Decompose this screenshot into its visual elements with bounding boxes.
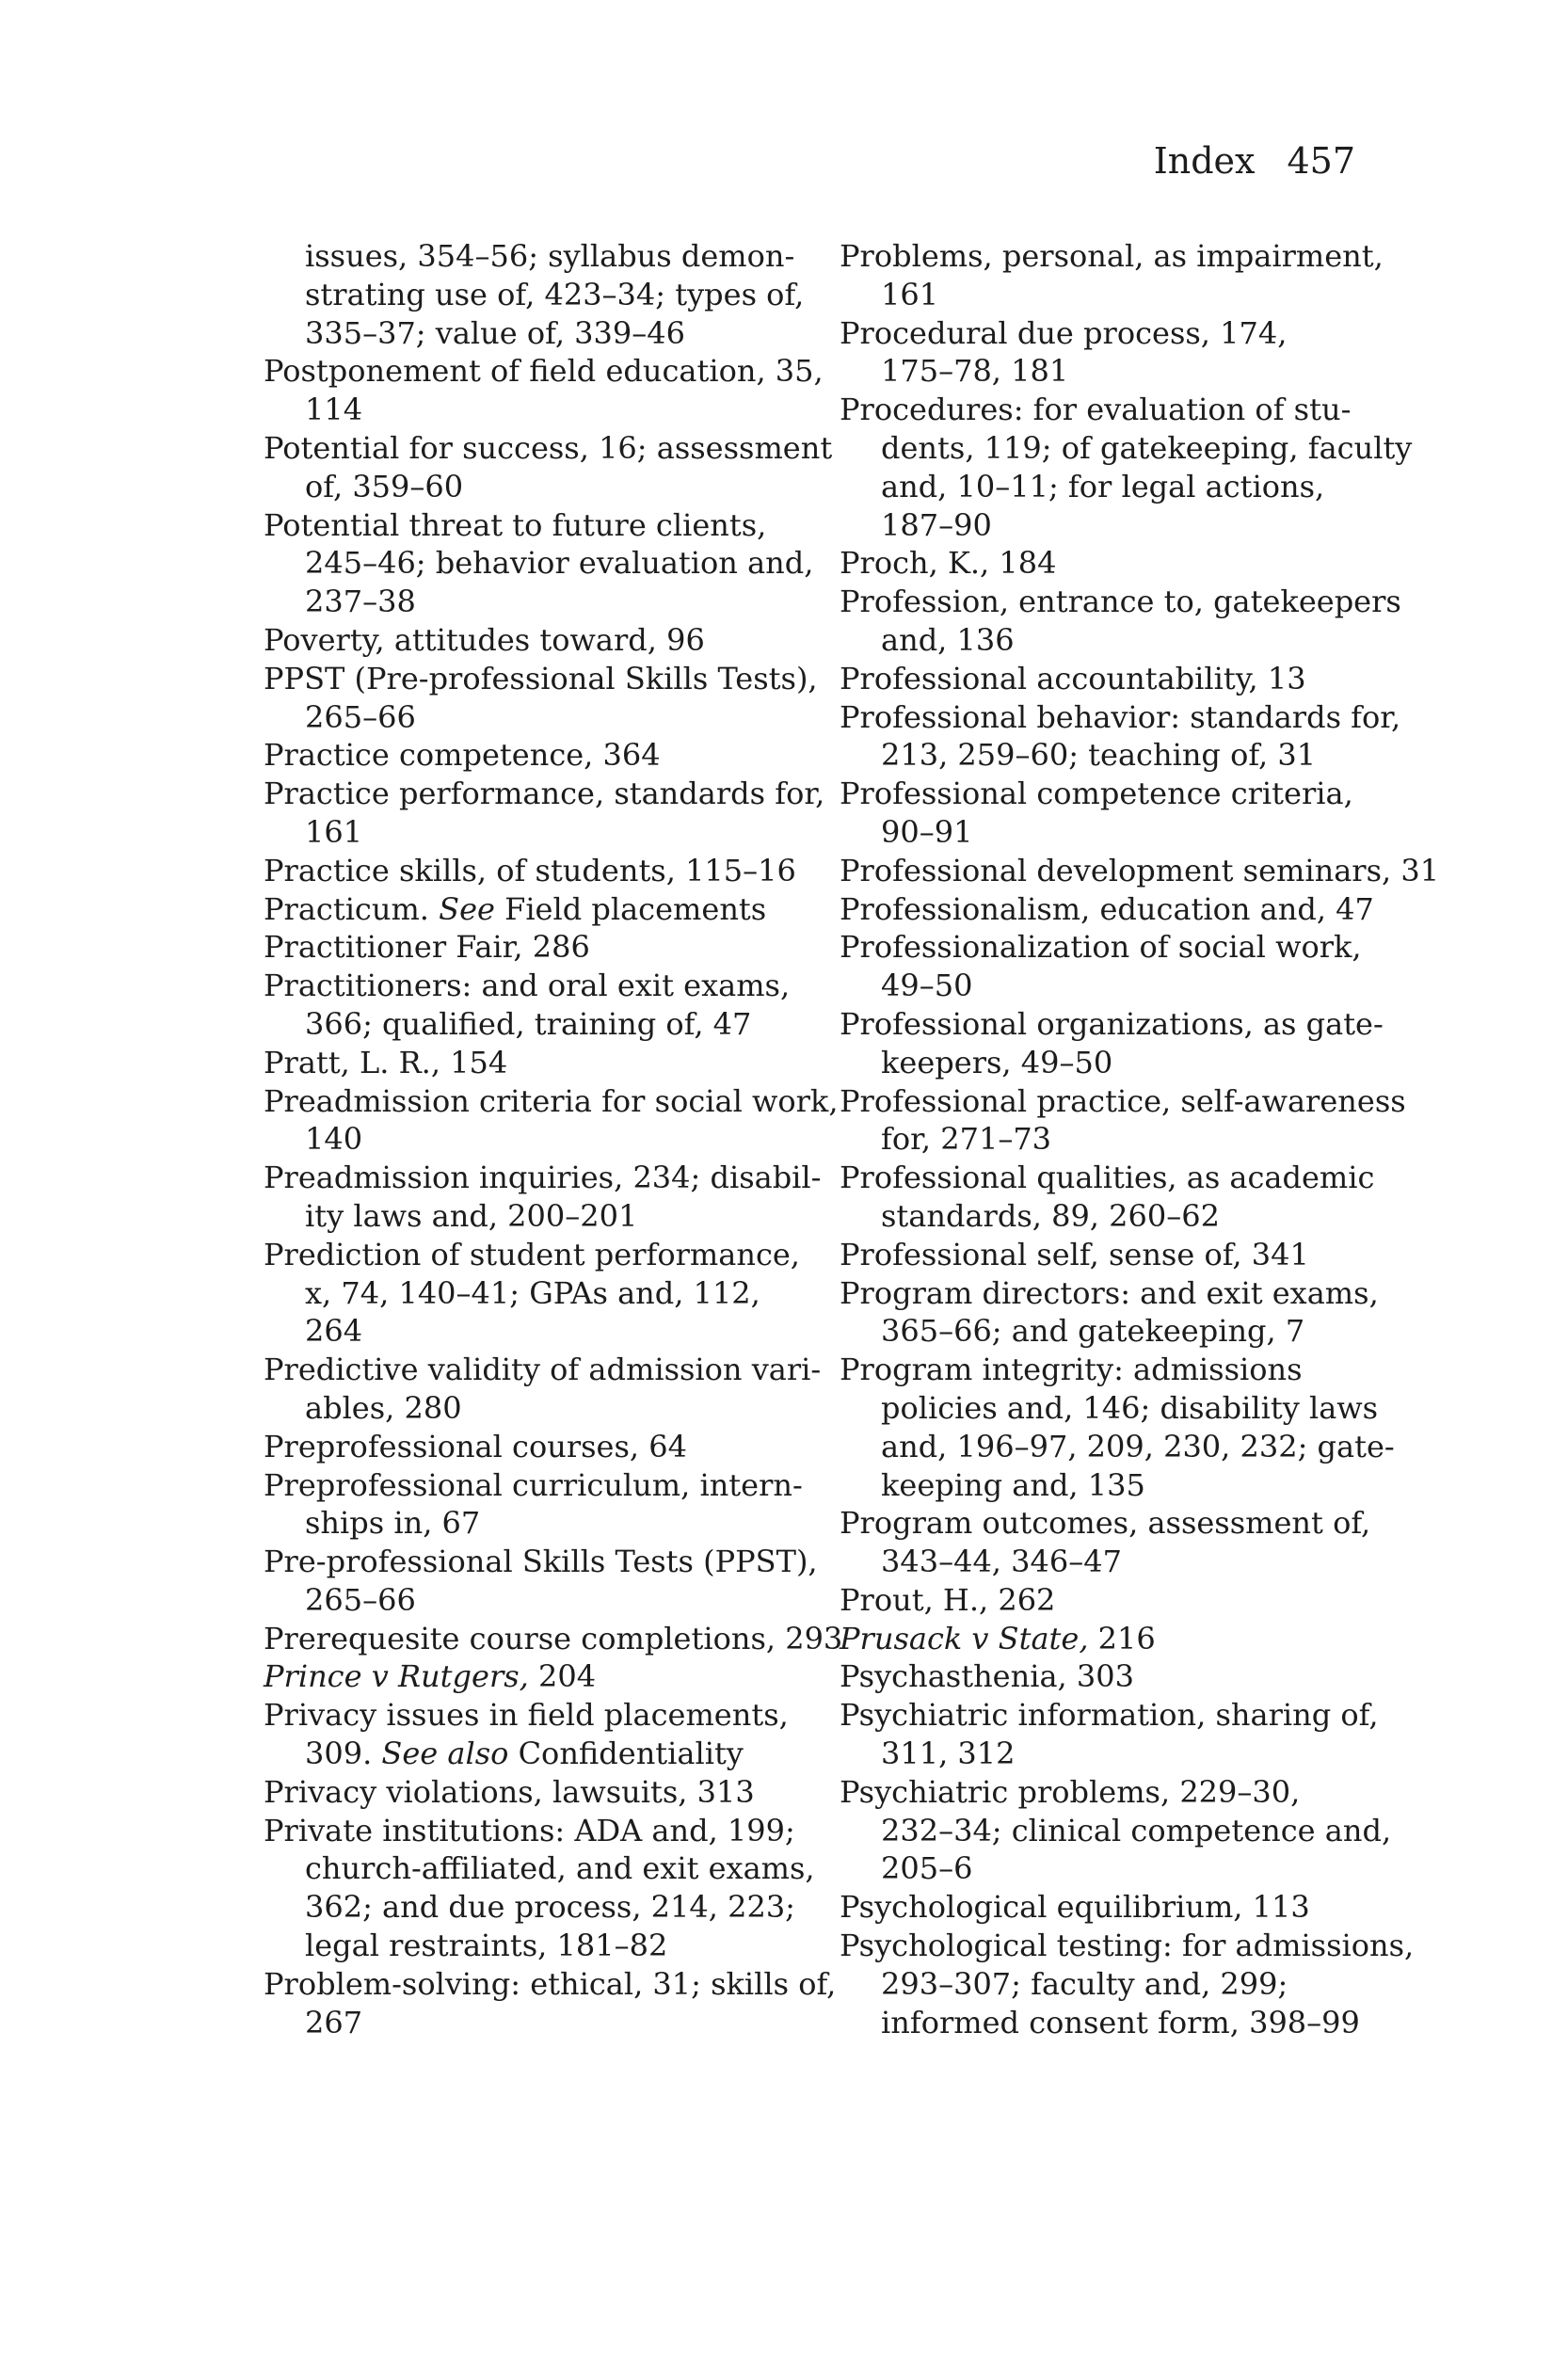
entry-text: x, 74, 140–41; GPAs and, 112, <box>305 1274 760 1311</box>
entry-text: 335–37; value of, 339–46 <box>305 314 685 351</box>
entry-text: PPST (Pre-professional Skills Tests), <box>264 660 818 696</box>
entry-text: Preadmission criteria for social work, <box>264 1082 839 1119</box>
index-entry-continuation <box>264 314 791 353</box>
entry-text: strating use of, 423–34; types of, <box>305 276 805 312</box>
entry-italic-text: See <box>439 890 495 927</box>
index-entry-continuation <box>840 1965 1367 2004</box>
index-entry <box>840 928 1367 967</box>
entry-text: 309. <box>305 1736 373 1772</box>
index-entry-continuation <box>264 468 791 506</box>
entry-text: Procedures: for evaluation of stu- <box>840 392 1352 428</box>
entry-text: Profession, entrance to, gatekeepers <box>840 584 1401 620</box>
entry-text: dents, 119; of gatekeeping, faculty <box>881 429 1413 466</box>
index-entry <box>264 506 791 545</box>
index-entry <box>840 1888 1367 1927</box>
entry-text: keepers, 49–50 <box>881 1044 1113 1080</box>
entry-text: Practitioners: and oral exit exams, <box>264 968 791 1004</box>
entry-text-after: Field placements <box>504 890 767 927</box>
index-entry-continuation <box>840 1389 1379 1428</box>
index-entry-continuation <box>840 1849 1367 1888</box>
entry-text: Practice skills, of students, 115–16 <box>264 852 796 888</box>
entry-text: 366; qualified, training of, 47 <box>305 1005 752 1042</box>
entry-text: ables, 280 <box>305 1389 462 1426</box>
entry-text: Professional practice, self-awareness <box>840 1082 1406 1119</box>
index-entry <box>264 1351 822 1389</box>
entry-text: ships in, 67 <box>305 1505 481 1542</box>
index-entry-continuation <box>840 276 1367 314</box>
index-entry-continuation <box>264 1120 791 1159</box>
entry-text-after: 204 <box>538 1658 597 1695</box>
entry-text: legal restraints, 181–82 <box>305 1928 668 1964</box>
index-entry <box>840 1504 1371 1543</box>
index-entry <box>840 1082 1406 1121</box>
entry-text: 245–46; behavior evaluation and, <box>305 545 814 582</box>
index-entry-continuation <box>264 1581 791 1620</box>
entry-text: 161 <box>881 276 939 312</box>
entry-text: Procedural due process, 174, <box>840 314 1288 351</box>
index-entry-continuation <box>264 583 791 621</box>
index-entry <box>264 1657 791 1696</box>
entry-text: and, 136 <box>881 621 1015 658</box>
entry-text: Professional organizations, as gate- <box>840 1005 1384 1042</box>
entry-text: 175–78, 181 <box>881 353 1069 390</box>
index-entry-continuation <box>264 2004 791 2042</box>
entry-text: standards, 89, 260–62 <box>881 1197 1220 1234</box>
entry-text: church-affiliated, and exit exams, <box>305 1850 815 1887</box>
index-entry <box>264 928 791 967</box>
entry-text: 267 <box>305 2004 363 2040</box>
entry-italic-text: Prusack v State, <box>840 1620 1089 1656</box>
entry-text: Prerequesite course completions, 293 <box>264 1620 843 1656</box>
index-entry-continuation <box>264 1389 791 1428</box>
index-entry-continuation <box>840 468 1367 506</box>
index-entry <box>264 1466 803 1505</box>
index-entry <box>264 736 791 775</box>
entry-text: 114 <box>305 392 363 428</box>
entry-text: Potential for success, 16; assessment <box>264 429 833 466</box>
index-entry <box>840 1351 1367 1389</box>
entry-text: ity laws and, 200–201 <box>305 1197 638 1234</box>
index-entry <box>840 1274 1379 1313</box>
entry-text: 161 <box>305 813 363 850</box>
index-entry-continuation <box>264 1849 815 1888</box>
entry-text: Professionalism, education and, 47 <box>840 890 1374 927</box>
entry-text: 187–90 <box>881 506 992 543</box>
index-entry-continuation <box>264 1888 795 1927</box>
index-entry <box>264 1159 822 1197</box>
index-entry <box>264 1620 843 1658</box>
index-entry-continuation <box>840 736 1367 775</box>
entry-text: Private institutions: ADA and, 199; <box>264 1812 795 1848</box>
entry-text-after: Confidentiality <box>518 1736 744 1772</box>
entry-text: Professional behavior: standards for, <box>840 698 1401 735</box>
index-entry <box>264 852 796 890</box>
index-entry <box>840 314 1367 353</box>
index-entry <box>264 1543 818 1581</box>
index-entry-continuation <box>264 1274 791 1313</box>
entry-text: Potential threat to future clients, <box>264 506 767 543</box>
entry-text: 343–44, 346–47 <box>881 1544 1122 1580</box>
entry-text: Privacy issues in field placements, <box>264 1697 789 1734</box>
entry-text: 213, 259–60; teaching of, 31 <box>881 737 1317 774</box>
entry-text: Practice performance, standards for, <box>264 776 825 812</box>
index-entry-continuation <box>264 1005 791 1044</box>
entry-text: Professional competence criteria, <box>840 776 1353 812</box>
entry-text: 237–38 <box>305 584 416 620</box>
entry-text: Practice competence, 364 <box>264 737 661 774</box>
index-entry <box>840 775 1367 813</box>
index-entry <box>264 1236 800 1274</box>
index-entry <box>264 621 791 660</box>
index-entry <box>840 852 1440 890</box>
index-entry <box>264 775 825 813</box>
index-entry-continuation <box>840 1543 1367 1581</box>
index-entry-continuation <box>840 1120 1367 1159</box>
index-entry-continuation <box>840 1312 1367 1351</box>
entry-text: Psychological equilibrium, 113 <box>840 1889 1310 1926</box>
index-entry <box>264 967 791 1005</box>
index-entry-continuation <box>840 2004 1367 2042</box>
entry-text: Practitioner Fair, 286 <box>264 929 590 966</box>
section-title: Index <box>1153 140 1256 182</box>
index-entry-continuation <box>840 429 1413 468</box>
entry-text: and, 196–97, 209, 230, 232; gate- <box>881 1428 1395 1464</box>
entry-text: Psychasthenia, 303 <box>840 1658 1134 1695</box>
index-entry <box>840 890 1374 929</box>
index-entry <box>264 1696 791 1735</box>
page-number: 457 <box>1287 140 1355 182</box>
index-entry-continuation <box>840 1428 1395 1466</box>
index-entry <box>840 1696 1379 1735</box>
entry-text: issues, 354–56; syllabus demon- <box>305 238 795 274</box>
entry-text: 140 <box>305 1121 363 1158</box>
index-entry-continuation <box>264 544 814 583</box>
entry-text: 205–6 <box>881 1850 973 1887</box>
entry-text: Program directors: and exit exams, <box>840 1274 1379 1311</box>
entry-text: for, 271–73 <box>881 1121 1052 1158</box>
entry-text: 264 <box>305 1313 363 1350</box>
entry-text: Program integrity: admissions <box>840 1352 1303 1388</box>
index-entry <box>840 1620 1367 1658</box>
index-entry <box>840 1927 1415 1965</box>
entry-text: 293–307; faculty and, 299; <box>881 1965 1288 2002</box>
index-entry-continuation <box>264 276 805 314</box>
index-entry <box>840 1657 1367 1696</box>
index-entry <box>840 544 1367 583</box>
entry-text: and, 10–11; for legal actions, <box>881 468 1325 504</box>
index-entry <box>264 1812 795 1850</box>
index-entry-continuation <box>264 1927 791 1965</box>
entry-text: 49–50 <box>881 968 973 1004</box>
index-entry-continuation <box>840 352 1367 391</box>
index-entry-continuation <box>264 1735 791 1773</box>
entry-text: Prediction of student performance, <box>264 1236 800 1272</box>
index-entry-continuation <box>264 813 791 852</box>
entry-text: Problems, personal, as impairment, <box>840 238 1384 274</box>
entry-text: 265–66 <box>305 1581 416 1618</box>
index-column-right <box>840 237 1440 2041</box>
index-entry-continuation <box>840 1812 1392 1850</box>
index-entry-continuation <box>840 813 1367 852</box>
entry-text: Professional qualities, as academic <box>840 1160 1375 1196</box>
index-entry <box>264 429 833 468</box>
entry-text: Preprofessional curriculum, intern- <box>264 1466 803 1503</box>
entry-text-after: 216 <box>1097 1620 1156 1656</box>
index-entry <box>264 1082 839 1121</box>
entry-text: Professional accountability, 13 <box>840 660 1306 696</box>
index-entry-continuation <box>840 1466 1367 1505</box>
entry-text: Pre-professional Skills Tests (PPST), <box>264 1544 818 1580</box>
index-entry <box>264 1044 791 1082</box>
index-entry <box>264 1773 791 1812</box>
index-entry <box>840 1159 1375 1197</box>
entry-text: informed consent form, 398–99 <box>881 2004 1360 2040</box>
index-entry <box>840 1236 1367 1274</box>
entry-text: Preprofessional courses, 64 <box>264 1428 687 1464</box>
index-column-left <box>264 237 843 2041</box>
entry-text: 90–91 <box>881 813 973 850</box>
entry-text: Predictive validity of admission vari- <box>264 1352 822 1388</box>
index-entry <box>840 698 1401 737</box>
index-entry <box>264 352 824 391</box>
entry-text: policies and, 146; disability laws <box>881 1389 1379 1426</box>
index-entry-continuation <box>840 1044 1367 1082</box>
index-entry <box>264 660 818 698</box>
index-entry-continuation <box>264 237 795 276</box>
index-entry <box>264 890 791 929</box>
index-entry <box>840 1581 1367 1620</box>
entry-text: Poverty, attitudes toward, 96 <box>264 621 705 658</box>
entry-italic-text: See also <box>381 1736 509 1772</box>
entry-text: Psychiatric information, sharing of, <box>840 1697 1379 1734</box>
index-entry-continuation <box>264 698 791 737</box>
index-entry-continuation <box>264 1504 791 1543</box>
entry-text: Psychiatric problems, 229–30, <box>840 1773 1301 1810</box>
index-entry <box>840 1773 1367 1812</box>
index-entry-continuation <box>840 506 1367 545</box>
entry-text: Pratt, L. R., 154 <box>264 1044 508 1080</box>
entry-text: Professionalization of social work, <box>840 929 1362 966</box>
entry-italic-text: Prince v Rutgers, <box>264 1658 529 1695</box>
entry-text: Proch, K., 184 <box>840 545 1057 582</box>
entry-text: keeping and, 135 <box>881 1466 1145 1503</box>
entry-text: 362; and due process, 214, 223; <box>305 1889 795 1926</box>
entry-text: Psychological testing: for admissions, <box>840 1928 1415 1964</box>
entry-text: Preadmission inquiries, 234; disabil- <box>264 1160 822 1196</box>
index-entry-continuation <box>840 1197 1367 1236</box>
entry-text: 265–66 <box>305 698 416 735</box>
entry-text: Program outcomes, assessment of, <box>840 1505 1371 1542</box>
entry-text: 365–66; and gatekeeping, 7 <box>881 1313 1305 1350</box>
running-head <box>1153 140 1355 182</box>
entry-text: Problem-solving: ethical, 31; skills of, <box>264 1965 837 2002</box>
index-entry <box>840 391 1367 429</box>
entry-text: 232–34; clinical competence and, <box>881 1812 1392 1848</box>
index-entry-continuation <box>264 391 791 429</box>
index-entry <box>264 1428 791 1466</box>
entry-text: Professional development seminars, 31 <box>840 852 1440 888</box>
index-entry <box>840 583 1401 621</box>
index-entry-continuation <box>264 1197 791 1236</box>
entry-text: Postponement of field education, 35, <box>264 353 824 390</box>
index-entry-continuation <box>840 1735 1367 1773</box>
entry-text: Professional self, sense of, 341 <box>840 1236 1309 1272</box>
index-entry <box>840 1005 1384 1044</box>
index-entry <box>264 1965 837 2004</box>
index-entry <box>840 660 1367 698</box>
index-entry-continuation <box>840 967 1367 1005</box>
entry-text: Privacy violations, lawsuits, 313 <box>264 1773 755 1810</box>
index-entry <box>840 237 1384 276</box>
entry-text: Prout, H., 262 <box>840 1581 1056 1618</box>
entry-text: 311, 312 <box>881 1736 1016 1772</box>
index-entry-continuation <box>840 621 1367 660</box>
entry-text: of, 359–60 <box>305 468 464 504</box>
entry-text: Practicum. <box>264 890 429 927</box>
index-entry-continuation <box>264 1312 791 1351</box>
